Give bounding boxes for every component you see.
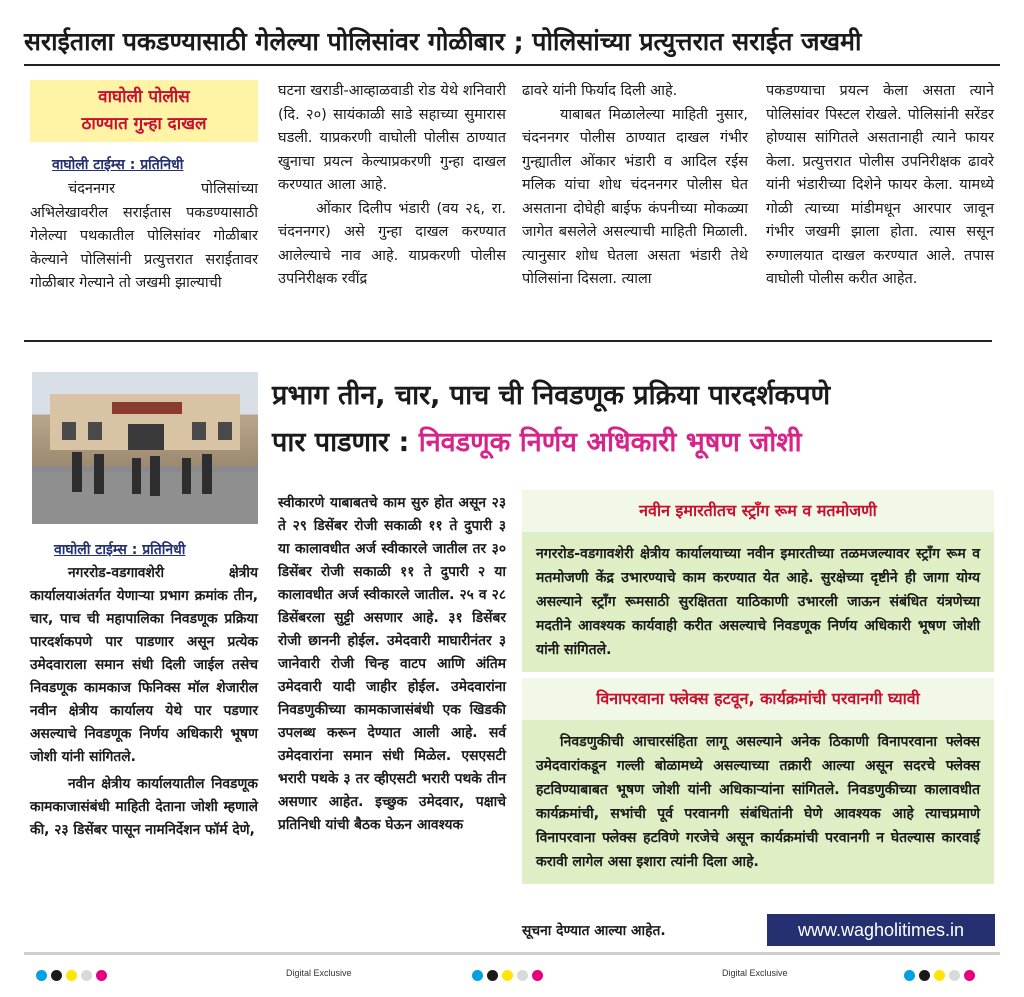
building-signboard: [112, 402, 182, 414]
headline-top-story: सराईताला पकडण्यासाठी गेलेल्या पोलिसांवर गोळीबार ; पोलिसांच्या प्रत्युत्तरात सराईत जखमी: [24, 27, 862, 56]
story1-column-4: [766, 80, 994, 292]
building-window: [218, 422, 232, 440]
registration-dot: [96, 970, 107, 981]
kicker-line-2: ठाण्यात गुन्हा दाखल: [81, 114, 207, 134]
footer-rule: [24, 952, 1000, 955]
ground: [32, 472, 258, 524]
headline-story2-line2-black: पार पाडणार :: [272, 427, 419, 458]
registration-marks-center: [472, 966, 547, 985]
headline-story2-line1: प्रभाग तीन, चार, पाच ची निवडणूक प्रक्रिया पारदर्शकपणे: [272, 380, 831, 411]
info-box-2-body: निवडणुकीची आचारसंहिता लागू असल्याने अनेक ठिकाणी विनापरवाना फ्लेक्स उमेदवारांकडून गल्ली बोळामध्ये असल्याच्या तक्रारी आल्या असून सदरचे फ्लेक्स हटविण्याबाबत भूषण जोशी यांनी अधिकाऱ्यांना सांगितले. निवडणुकीच्या कालावधीत कार्यक्रमांची, सभांची पूर्व परवानगी संबंधितांनी घेणे आवश्यक आहे त्याचप्रमाणे विनापरवाना फ्लेक्स हटविणे गरजेचे असून कार्यक्रमांची परवानगी न घेतल्यास कारवाई करावी लागेल असा इशारा त्यांनी दिला आहे.: [522, 720, 994, 884]
story1-col3-para2: याबाबत मिळालेल्या माहिती नुसार, चंदननगर पोलीस ठाण्यात दाखल गंभीर गुन्ह्यातील ओंकार भंडारी व आदिल रईस मलिक यांचा शोध चंदननगर पोलीस घेत असताना दोघेही बाईफ कंपनीच्या मोकळ्या जागेत बसलेले असल्याची माहिती मिळाली. त्यानुसार शोध घेतला असता भंडारी तेथे पोलिसांना दिसला. त्याला: [522, 106, 748, 287]
info-box-1-title: नवीन इमारतीतच स्ट्रॉंग रूम व मतमोजणी: [522, 490, 994, 532]
kicker-line-1: वाघोली पोलीस: [98, 87, 190, 107]
registration-marks-left: [36, 966, 111, 985]
story1-col2-para1: घटना खराडी-आव्हाळवाडी रोड येथे शनिवारी (दि. २०) सायंकाळी साडे सहाच्या सुमारास घडली. याप्रकरणी वाघोली पोलीस ठाण्यात खुनाचा प्रयत्न केल्याप्रकरणी गुन्हा दाखल करण्यात आला आहे.: [278, 83, 506, 193]
headline-story2-line2: [272, 419, 1002, 466]
registration-dot: [81, 970, 92, 981]
building-photo-illustration: [32, 372, 258, 524]
section-divider: [24, 340, 992, 342]
news-photo: [32, 372, 258, 524]
info-box-2-title: विनापरवाना फ्लेक्स हटवून, कार्यक्रमांची परवानगी घ्यावी: [522, 678, 994, 720]
building-window: [192, 422, 206, 440]
registration-dot: [532, 970, 543, 981]
registration-dot: [919, 970, 930, 981]
building-window: [88, 422, 102, 440]
story2-col1-para2: नवीन क्षेत्रीय कार्यालयातील निवडणूक कामकाजासंबंधी माहिती देताना जोशी म्हणाले की, २३ डिसेंबर पासून नामनिर्देशन फॉर्म देणे,: [30, 776, 258, 838]
headline-story2-line2-pink: निवडणूक निर्णय अधिकारी भूषण जोशी: [418, 427, 802, 458]
building-window: [62, 422, 76, 440]
headline-story2: [272, 372, 1002, 466]
footer-label-right: Digital Exclusive: [722, 968, 788, 978]
story2-column-2: [278, 492, 506, 837]
story2-col3-tail: सूचना देण्यात आल्या आहेत.: [522, 923, 666, 939]
byline-story2: वाघोली टाईम्स : प्रतिनिधी: [54, 542, 186, 558]
info-box-strong-room: [522, 490, 994, 668]
registration-dot: [949, 970, 960, 981]
registration-dot: [934, 970, 945, 981]
info-box-flex-removal: [522, 678, 994, 902]
registration-marks-right: [904, 966, 979, 985]
byline-story1: वाघोली टाईम्स : प्रतिनिधी: [52, 157, 184, 173]
story1-col4-text: पकडण्याचा प्रयत्न केला असता त्याने पोलिसांवर पिस्टल रोखले. पोलिसांनी सरेंडर होण्यास सांगितले असतानाही त्याने फायर केला. प्रत्युत्तरात पोलीस उपनिरीक्षक ढावरे यांनी भंडारीच्या दिशेने फायर केला. यामध्ये गोळी त्याच्या मांडीमधून आरपार जावून गंभीर जखमी झाला होता. त्यास ससून रुग्णालयात दाखल करण्यात आले. तपास वाघोली पोलीस करीत आहेत.: [766, 83, 994, 287]
registration-dot: [36, 970, 47, 981]
registration-dot: [66, 970, 77, 981]
registration-dot: [502, 970, 513, 981]
registration-dot: [964, 970, 975, 981]
story1-col1-text: चंदननगर पोलिसांच्या अभिलेखावरील सराईतास पकडण्यासाठी गेलेल्या पथकातील पोलिसांवर गोळीबार केल्याने पोलिसांनी प्रत्युत्तरात सराईतावर गोळीबार गेल्याने तो जखमी झाल्याची: [30, 181, 258, 291]
registration-dot: [487, 970, 498, 981]
story2-col2-text: स्वीकारणे याबाबतचे काम सुरु होत असून २३ ते २९ डिसेंबर रोजी सकाळी ११ ते दुपारी ३ या कालावधीत अर्ज स्वीकारले जातील तर ३० डिसेंबर रोजी सकाळी ११ ते दुपारी २ या कालावधीत अर्ज स्वीकारले जातील. २५ व २८ डिसेंबरला सुट्टी असणार आहे. ३१ डिसेंबर रोजी छाननी होईल. उमेदवारी माघारीनंतर ३ जानेवारी रोजी चिन्ह वाटप आणि अंतिम उमेदवारी यादी जाहीर होईल. उमेदवारांना निवडणुकीच्या कामकाजासंबंधी एक खिडकी उपलब्ध करून देण्यात आली आहे. सर्व उमेदवारांना समान संधी मिळेल. एसएसटी भरारी पथके ३ तर व्हीएसटी भरारी पथके तीन असणार आहेत. इच्छुक उमेदवार, पक्षाचे प्रतिनिधी यांची बैठक घेऊन आवश्यक: [278, 495, 506, 833]
story1-column-2: [278, 80, 506, 292]
registration-dot: [472, 970, 483, 981]
registration-dot: [904, 970, 915, 981]
kicker-box: [30, 80, 258, 142]
story2-column-1: [30, 562, 258, 842]
story1-col3-para1: ढावरे यांनी फिर्याद दिली आहे.: [522, 83, 678, 99]
website-url[interactable]: www.wagholitimes.in: [767, 914, 995, 946]
story1-column-1: [30, 178, 258, 296]
headline-rule: [24, 64, 1000, 66]
info-box-1-body: नगररोड-वडगावशेरी क्षेत्रीय कार्यालयाच्या नवीन इमारतीच्या तळमजल्यावर स्ट्रॉंग रूम व मतमोजणी केंद्र उभारण्याचे काम करण्यात येत आहे. सुरक्षेच्या दृष्टीने ही जागा योग्य असल्याने स्ट्रॉंग रूमसाठी सुरक्षितता याठिकाणी उभारली जाऊन संबंधित यंत्रणेच्या मदतीने आवश्यक कार्यवाही करीत असल्याचे निवडणूक निर्णय अधिकारी भूषण जोशी यांनी सांगितले.: [522, 532, 994, 672]
footer-label-left: Digital Exclusive: [286, 968, 352, 978]
story2-col1-para1: नगररोड-वडगावशेरी क्षेत्रीय कार्यालयाअंतर्गत येणाऱ्या प्रभाग क्रमांक तीन, चार, पाच ची महापालिका निवडणूक प्रक्रिया पारदर्शकपणे पार पाडणार असून प्रत्येक उमेदवाराला समान संधी दिली जाईल तसेच निवडणूक कामकाज फिनिक्स मॉल शेजारील नवीन क्षेत्रीय कार्यालय येथे पार पडणार असल्याचे निवडणूक निर्णय अधिकारी भूषण जोशी यांनी सांगितले.: [30, 565, 258, 765]
building-entrance: [128, 424, 164, 450]
registration-dot: [51, 970, 62, 981]
story1-col2-para2: ओंकार दिलीप भंडारी (वय २६, रा. चंदननगर) असे गुन्हा दाखल करण्यात आलेल्याचे नाव आहे. याप्रकरणी पोलीस उपनिरीक्षक रवींद्र: [278, 200, 506, 287]
registration-dot: [517, 970, 528, 981]
story1-column-3: [522, 80, 748, 292]
